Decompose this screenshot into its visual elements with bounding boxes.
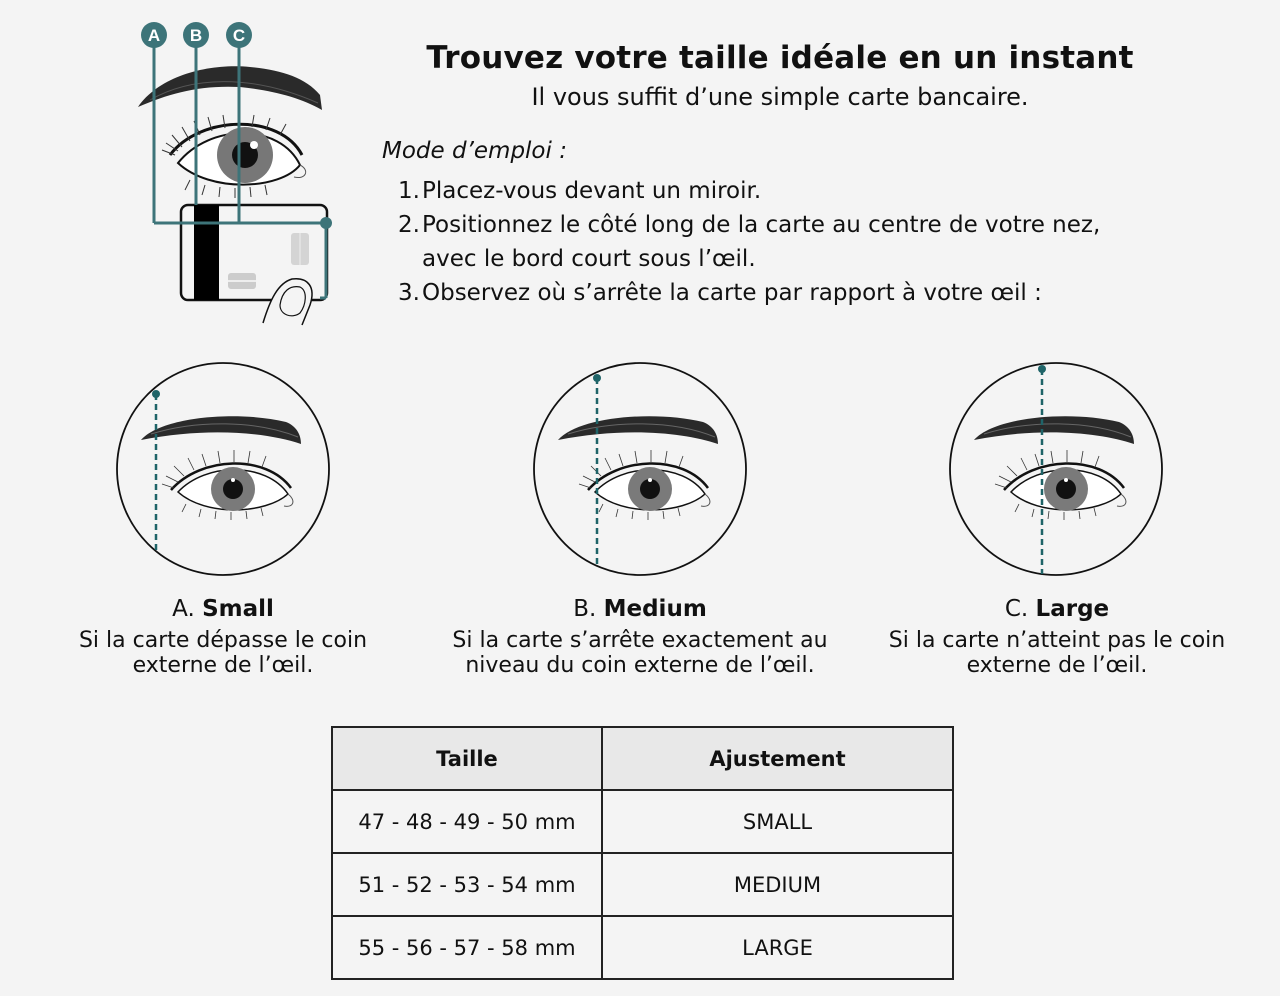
svg-text:A: A: [147, 26, 161, 45]
page-title: Trouvez votre taille idéale en un instant: [426, 40, 1134, 76]
eye-icon: [162, 114, 306, 198]
size-range-cell: 55 - 56 - 57 - 58 mm: [332, 916, 602, 979]
size-range-cell: 47 - 48 - 49 - 50 mm: [332, 790, 602, 853]
instruction-step-3: 3.Observez où s’arrête la carte par rapport à votre œil :: [398, 280, 1042, 306]
large-fit-caption: [862, 596, 1252, 678]
small-fit-diagram: [116, 362, 331, 577]
medium-fit-diagram: [533, 362, 748, 577]
marker-a: [141, 22, 167, 48]
table-header-row: [332, 727, 953, 790]
medium-fit-description: Si la carte s’arrête exactement au niveau du coin externe de l’œil.: [452, 628, 828, 678]
instruction-step-2: 2.Positionnez le côté long de la carte au centre de votre nez,: [398, 212, 1101, 238]
table-row: [332, 853, 953, 916]
large-fit-heading: C. Large: [1004, 596, 1110, 622]
marker-dot-icon: [152, 390, 160, 398]
medium-fit-heading: B. Medium: [573, 596, 707, 622]
size-chart-table: [331, 726, 954, 980]
marker-b: [183, 22, 209, 48]
marker-c: [226, 22, 252, 48]
marker-dot-icon: [1038, 365, 1046, 373]
size-range-cell: 51 - 52 - 53 - 54 mm: [332, 853, 602, 916]
table-row: [332, 790, 953, 853]
small-fit-heading: A. Small: [172, 596, 274, 622]
large-fit-description: Si la carte n’atteint pas le coin externe de l’œil.: [888, 628, 1226, 678]
small-fit-description: Si la carte dépasse le coin externe de l’œil.: [78, 628, 368, 678]
page-subtitle: Il vous suffit d’une simple carte bancaire.: [531, 83, 1029, 111]
medium-fit-caption: [430, 596, 850, 678]
instruction-step-2-continued: avec le bord court sous l’œil.: [422, 246, 756, 272]
fit-cell: MEDIUM: [602, 853, 953, 916]
card-measurement-illustration: [130, 15, 350, 330]
svg-text:C: C: [232, 26, 246, 45]
column-header-ajustement: Ajustement: [602, 727, 953, 790]
column-header-taille: Taille: [332, 727, 602, 790]
marker-dot-icon: [593, 374, 601, 382]
instructions-label: Mode d’emploi :: [382, 138, 567, 164]
eyebrow-icon: [138, 66, 322, 110]
large-fit-diagram: [949, 362, 1164, 577]
endpoint-dot-icon: [320, 217, 332, 229]
table-row: [332, 916, 953, 979]
fit-cell: LARGE: [602, 916, 953, 979]
instruction-step-1: 1.Placez-vous devant un miroir.: [398, 178, 762, 204]
svg-text:B: B: [189, 26, 203, 45]
small-fit-caption: [40, 596, 406, 678]
fit-cell: SMALL: [602, 790, 953, 853]
